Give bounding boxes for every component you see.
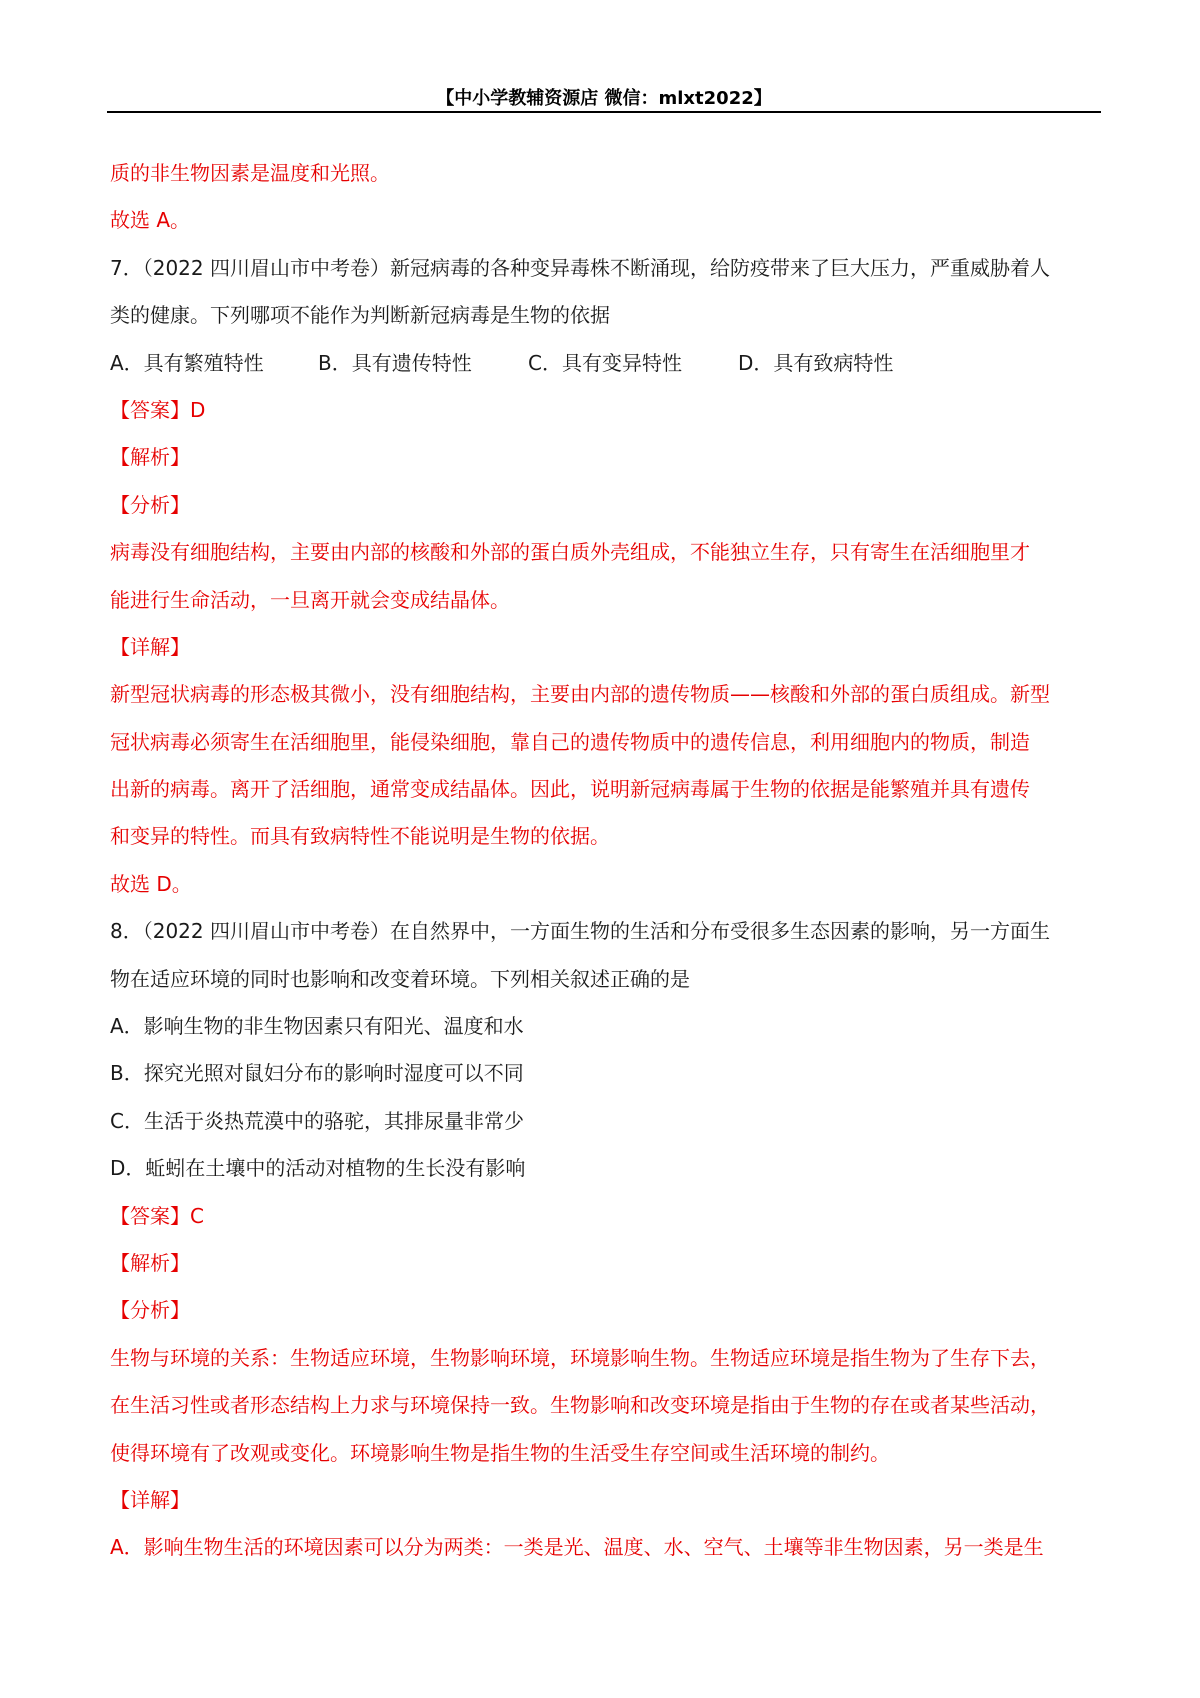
q8-option-a: A．影响生物的非生物因素只有阳光、温度和水	[110, 1014, 524, 1039]
q8-option-c: C．生活于炎热荒漠中的骆驼，其排尿量非常少	[110, 1108, 524, 1133]
q7-options	[110, 340, 1100, 387]
q8-fenxi-line1: 生物与环境的关系：生物适应环境，生物影响环境，环境影响生物。生物适应环境是指生物为了生存下去，	[110, 1345, 1050, 1370]
q7-xiangjie-line1: 新型冠状病毒的形态极其微小，没有细胞结构，主要由内部的遗传物质——核酸和外部的蛋白质组成。新型	[110, 682, 1050, 707]
q8-stem-line1: 8．（2022 四川眉山市中考卷）在自然界中，一方面生物的生活和分布受很多生态因素的影响，另一方面生	[110, 919, 1050, 944]
page-header: 【中小学教辅资源店 微信：mlxt2022】	[436, 88, 772, 109]
document-body	[110, 150, 1100, 1572]
q7-answer: 【答案】D	[110, 397, 206, 422]
q7-jiexi-label: 【解析】	[110, 445, 190, 470]
q7-option-a: A．具有繁殖特性	[110, 350, 264, 375]
q7-option-b: B．具有遗传特性	[318, 350, 472, 375]
header-divider	[107, 111, 1101, 113]
q8-answer: 【答案】C	[110, 1203, 204, 1228]
q8-fenxi-label: 【分析】	[110, 1298, 190, 1323]
q7-fenxi-label: 【分析】	[110, 492, 190, 517]
q7-option-d: D．具有致病特性	[738, 350, 894, 375]
q8-jiexi-label: 【解析】	[110, 1250, 190, 1275]
q7-xiangjie-line4: 和变异的特性。而具有致病特性不能说明是生物的依据。	[110, 824, 610, 849]
q6-choice: 故选 A。	[110, 208, 191, 233]
q8-xiangjie-label: 【详解】	[110, 1487, 190, 1512]
q8-option-d: D．蚯蚓在土壤中的活动对植物的生长没有影响	[110, 1156, 526, 1181]
q7-stem-line1: 7．（2022 四川眉山市中考卷）新冠病毒的各种变异毒株不断涌现，给防疫带来了巨大压力，严重威胁着人	[110, 255, 1050, 280]
q8-fenxi-line3: 使得环境有了改观或变化。环境影响生物是指生物的生活受生存空间或生活环境的制约。	[110, 1440, 890, 1465]
q7-option-c: C．具有变异特性	[528, 350, 682, 375]
q8-xiangjie-line1: A．影响生物生活的环境因素可以分为两类：一类是光、温度、水、空气、土壤等非生物因素，另一类是生	[110, 1535, 1044, 1560]
q7-xiangjie-label: 【详解】	[110, 634, 190, 659]
q7-xiangjie-line3: 出新的病毒。离开了活细胞，通常变成结晶体。因此，说明新冠病毒属于生物的依据是能繁殖并具有遗传	[110, 777, 1030, 802]
q7-choice: 故选 D。	[110, 871, 192, 896]
q7-fenxi-line2: 能进行生命活动，一旦离开就会变成结晶体。	[110, 587, 510, 612]
q7-fenxi-line1: 病毒没有细胞结构，主要由内部的核酸和外部的蛋白质外壳组成，不能独立生存，只有寄生在活细胞里才	[110, 540, 1030, 565]
q8-option-b: B．探究光照对鼠妇分布的影响时湿度可以不同	[110, 1061, 524, 1086]
q8-stem-line2: 物在适应环境的同时也影响和改变着环境。下列相关叙述正确的是	[110, 966, 690, 991]
q8-fenxi-line2: 在生活习性或者形态结构上力求与环境保持一致。生物影响和改变环境是指由于生物的存在或者某些活动，	[110, 1393, 1050, 1418]
q7-xiangjie-line2: 冠状病毒必须寄生在活细胞里，能侵染细胞，靠自己的遗传物质中的遗传信息，利用细胞内的物质，制造	[110, 729, 1030, 754]
q6-analysis-end: 质的非生物因素是温度和光照。	[110, 161, 390, 185]
q7-stem-line2: 类的健康。下列哪项不能作为判断新冠病毒是生物的依据	[110, 303, 610, 328]
